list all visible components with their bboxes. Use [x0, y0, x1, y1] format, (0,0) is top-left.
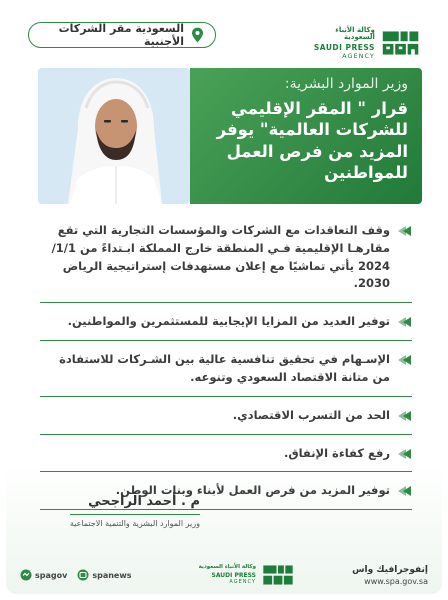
spa-logo-mark-icon [381, 28, 420, 58]
social-handle-spagov[interactable] [20, 569, 67, 581]
footer-spa-logo [199, 564, 295, 586]
footer-credits [352, 565, 428, 586]
headline-banner [190, 68, 422, 204]
arrow-left-icon [398, 409, 412, 423]
key-point-item [40, 212, 412, 303]
social-handle-text: spanews [92, 570, 132, 580]
arrow-left-icon [398, 484, 412, 498]
minister-title: وزير الموارد البشرية والتنمية الاجتماعية [69, 519, 200, 528]
infographic-label: إنفوجرافيك واس [352, 564, 428, 575]
arrow-left-icon [398, 224, 412, 238]
key-point-item [40, 303, 412, 341]
arrow-left-icon [398, 353, 412, 367]
location-pill-text: السعودية مقر الشركات الأجنبية [58, 22, 185, 48]
social-handle-text: spagov [35, 570, 68, 580]
key-point-text: رفع كفاءة الإنفاق. [283, 445, 390, 460]
person-portrait-icon [38, 68, 190, 204]
key-point-item [40, 397, 412, 435]
banner-kicker: وزير الموارد البشرية: [284, 76, 408, 92]
minister-name: م . أحمد الراجحي [88, 494, 200, 509]
spa-logo-mark-icon [261, 564, 295, 586]
key-point-text: الحد من التسرب الاقتصادي. [232, 407, 390, 422]
footer-logo-english-1: SAUDI PRESS [211, 571, 256, 579]
key-point-item [40, 341, 412, 397]
logo-english-line-1: SAUDI PRESS [313, 42, 375, 52]
signature-divider [70, 514, 200, 515]
location-pill [28, 22, 216, 48]
social-icons-cluster-icon [77, 569, 89, 581]
arrow-left-icon [398, 447, 412, 461]
key-point-text: توفير العديد من المزايا الإيجابية للمستثمرين والمواطنين. [67, 314, 390, 329]
key-point-text: الإسـهام في تحقيق تنافسية عالية بين الشـركات للاستفادة من متانة الاقتصاد السعودي وتنوعه. [59, 352, 390, 384]
social-icons-cluster-icon [20, 569, 32, 581]
social-handles [20, 569, 142, 581]
logo-arabic-text: وكالة الأنباء السعودية [335, 25, 375, 41]
key-point-item [40, 435, 412, 473]
footer-logo-english-2: AGENCY [229, 578, 256, 585]
social-handle-spanews[interactable] [77, 569, 131, 581]
footer [6, 556, 442, 594]
logo-english-line-2: AGENCY [342, 52, 375, 60]
key-point-text: وقف التعاقدات مع الشركات والمؤسسات التجارية التي تقع مقارهـا الإقليمية فـي المنطقة خارج المملكة ابـتداءً من 1/1/ 2024 يأتي تماشيًا مع إعلان مستهدفات إستراتيجية الرياض 2030. [51, 223, 390, 291]
key-points-list [40, 212, 412, 510]
website-link[interactable]: www.spa.gov.sa [364, 576, 428, 586]
signature-block [40, 494, 200, 528]
footer-logo-arabic: وكالة الأنباء السعودية [198, 564, 256, 571]
minister-photo [38, 68, 190, 204]
location-pin-icon [192, 27, 203, 43]
arrow-left-icon [398, 315, 412, 329]
spa-logo [310, 26, 420, 60]
banner-title: قرار " المقر الإقليمي للشركات العالمية" يوفر المزيد من فرص العمل للمواطنين [216, 99, 408, 183]
key-point-text: توفير المزيد من فرص العمل لأبناء وبنات الوطن. [115, 483, 390, 498]
